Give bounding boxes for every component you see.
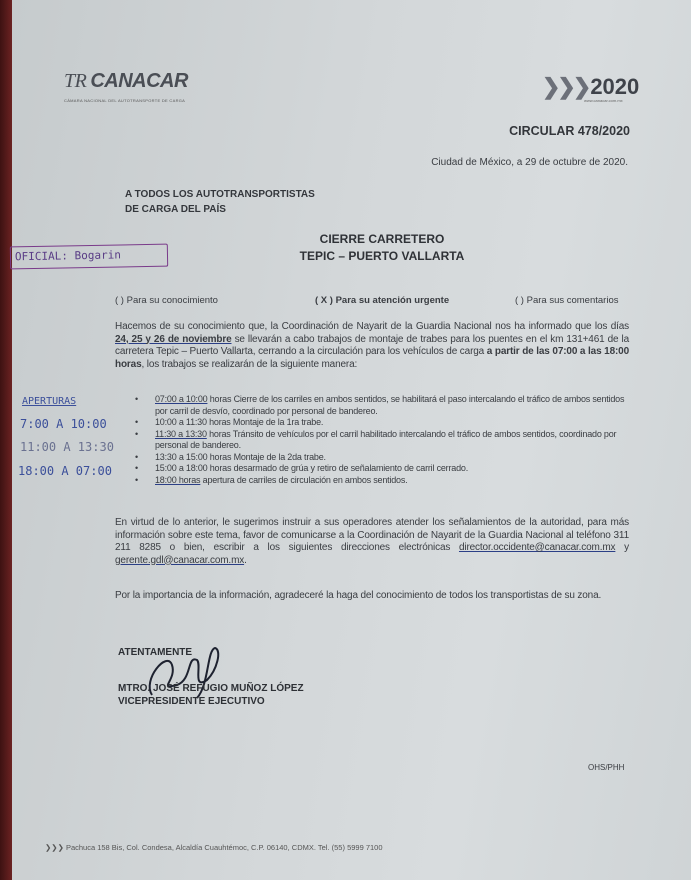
time: 10:00 a 11:30	[155, 417, 207, 427]
dates: 24, 25 y 26 de noviembre	[115, 333, 232, 345]
text: se llevarán a cabo trabajos de montaje de trabes para los puentes en el km 131+461 de la carretera Tepic – Puerto Vallarta, cerrando a la circulación para los vehículos de carga	[115, 333, 629, 357]
recipient-line: DE CARGA DEL PAÍS	[125, 204, 226, 215]
paragraph-intro	[115, 321, 629, 371]
handwritten-time: 11:00 A 13:30	[20, 440, 114, 454]
check-mark: ( X )	[315, 295, 333, 306]
chevrons-icon: ❯❯❯	[542, 74, 589, 99]
handwritten-aperturas: APERTURAS	[22, 396, 77, 407]
time: 13:30 a 15:00	[155, 451, 208, 462]
email-link[interactable]: director.occidente@canacar.com.mx	[458, 542, 616, 553]
time: 18:00 horas	[155, 474, 201, 485]
schedule-list	[135, 394, 629, 486]
desc: horas Tránsito de vehículos por el carril habilitado intercalando el tráfico de ambos sentidos, coordinado por personal de bandereo.	[155, 428, 617, 450]
photo-edge	[0, 0, 12, 880]
text: y	[615, 542, 629, 553]
desc: horas Montaje de la 2da trabe.	[207, 451, 326, 462]
logo-subtitle: CÁMARA NACIONAL DEL AUTOTRANSPORTE DE CARGA	[64, 98, 186, 103]
signature-block	[118, 645, 304, 710]
hours: a partir de las 07:00 a las 18:00 horas	[115, 346, 629, 370]
chevrons-icon: ❯❯❯	[45, 843, 66, 852]
subject	[212, 231, 552, 265]
desc: horas Montaje de la 1ra trabe.	[206, 417, 324, 427]
email-link[interactable]: gerente.gdl@canacar.com.mx	[115, 554, 245, 566]
text: En virtud de lo anterior, le sugerimos instruir a sus operadores atender los señalamientos de la autoridad, para más información sobre este tema, favor de comunicarse a la Coordinación de Nayarit de la Guardia Nacional al teléfono 311 211 8285 o bien, escribir a los siguientes direcciones electrónicas	[115, 517, 629, 553]
handwritten-time: 7:00 A 10:00	[20, 417, 107, 431]
text: , los trabajos se realizarán de la siguiente manera:	[141, 358, 358, 370]
text: .	[244, 554, 247, 566]
check-label: Para su conocimiento	[126, 295, 218, 306]
letter-page	[12, 0, 691, 880]
handwritten-time: 18:00 A 07:00	[18, 464, 112, 478]
checkbox-conocimiento	[115, 295, 218, 306]
check-label: Para sus comentarios	[526, 295, 619, 306]
text: Hacemos de su conocimiento que, la Coordinación de Nayarit de la Guardia Nacional nos ha informado que los días	[115, 321, 629, 332]
schedule-item	[135, 417, 629, 429]
subject-line: CIERRE CARRETERO	[319, 232, 445, 246]
schedule-item	[135, 463, 629, 475]
checkbox-urgente	[315, 295, 449, 306]
recipient-line: A TODOS LOS AUTOTRANSPORTISTAS	[125, 189, 315, 200]
website: www.canacar.com.mx	[584, 98, 623, 103]
check-label: Para su atención urgente	[335, 295, 450, 306]
logo-text: CANACAR	[90, 70, 188, 92]
subject-line: TEPIC – PUERTO VALLARTA	[299, 249, 465, 263]
paragraph-closing: Por la importancia de la información, agradeceré la haga del conocimiento de todos los transportistas de su zona.	[115, 590, 602, 601]
schedule-item	[135, 452, 629, 464]
check-mark: ( )	[515, 295, 524, 306]
schedule-item	[135, 429, 629, 452]
year-mark	[542, 74, 639, 100]
year-text: 2020	[590, 74, 640, 99]
check-mark: ( )	[115, 295, 124, 306]
handwritten-oficial: OFICIAL: Bogarin	[10, 244, 168, 270]
date: Ciudad de México, a 29 de octubre de 2020.	[431, 157, 628, 168]
desc: horas Cierre de los carriles en ambos sentidos, se habilitará el paso intercalando el tráfico de ambos sentidos por carril de desvío, coordinado por personal de bandereo.	[155, 394, 625, 416]
paragraph-contact	[115, 517, 629, 567]
recipients	[125, 187, 315, 217]
closing: ATENTAMENTE	[118, 647, 193, 658]
checkbox-comentarios	[515, 295, 618, 306]
footer-address	[45, 843, 383, 852]
address: Pachuca 158 Bis, Col. Condesa, Alcaldía Cuauhtémoc, C.P. 06140, CDMX. Tel. (55) 5999 7100	[65, 843, 383, 852]
desc: horas desarmado de grúa y retiro de señalamiento de carril cerrado.	[207, 463, 468, 473]
time: 07:00 a 10:00	[155, 394, 208, 404]
time: 15:00 a 18:00	[155, 463, 208, 473]
schedule-item	[135, 475, 629, 487]
signer-title: VICEPRESIDENTE EJECUTIVO	[118, 696, 265, 707]
circular-number: CIRCULAR 478/2020	[509, 124, 630, 138]
time: 11:30 a 13:30	[155, 428, 207, 439]
initials: OHS/PHH	[588, 763, 625, 772]
schedule-item	[135, 394, 629, 417]
canacar-logo: TR CANACAR	[64, 70, 188, 92]
desc: apertura de carriles de circulación en ambos sentidos.	[200, 474, 408, 485]
signer-name: MTRO. JOSÉ REFUGIO MUÑOZ LÓPEZ	[118, 683, 304, 694]
